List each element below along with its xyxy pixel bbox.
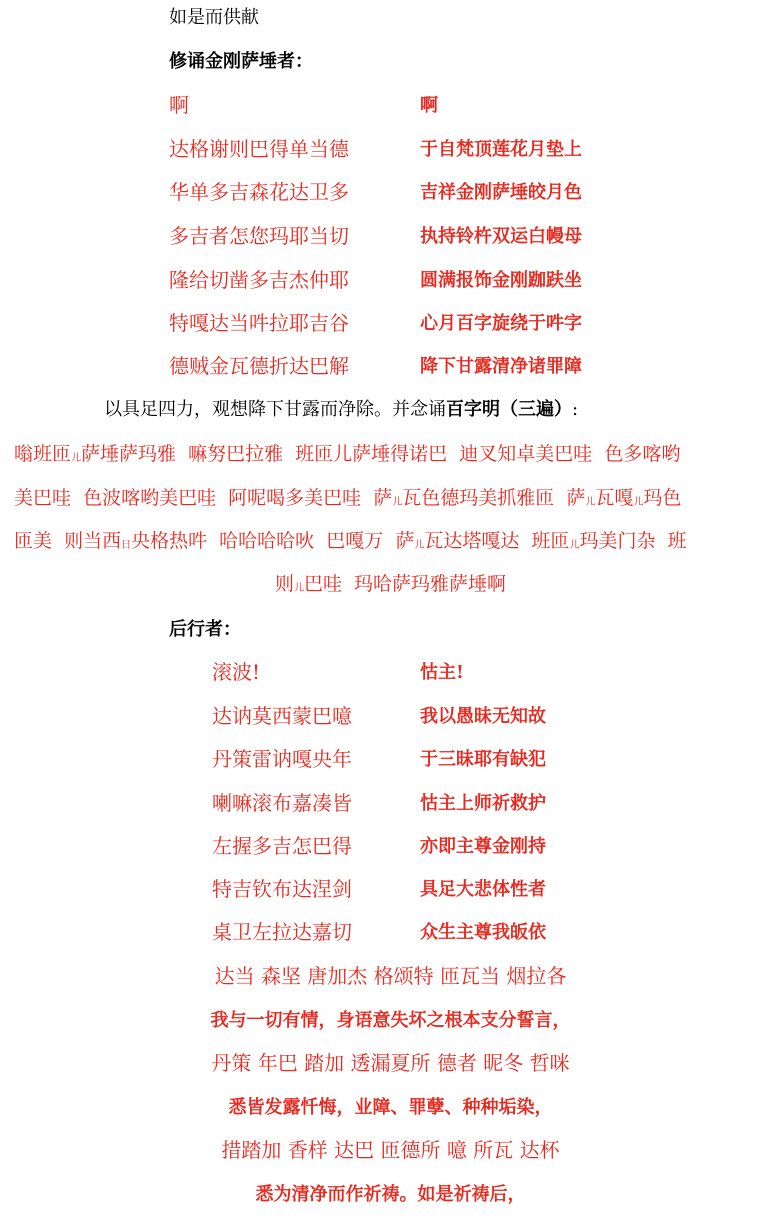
verse-line-left: 左握多吉怎巴得 [212,834,352,858]
intro-line: 如是而供献 [169,7,259,28]
closing-translation-line: 我与一切有情，身语意失坏之根本支分誓言， [210,1010,571,1031]
mantra-segment: 萨埵萨玛雅 嘛努巴拉雅 班匝儿萨埵得诺巴 迪叉知卓美巴哇 色多喀哟 [81,443,681,465]
verse-line-right: 吉祥金刚萨埵皎月色 [420,182,582,203]
mantra-subscript: 儿 [585,497,596,508]
verse-line-right: 于自梵顶莲花月垫上 [420,139,582,160]
verse-line-left: 特嘎达当吽拉耶吉谷 [169,311,349,335]
hundred-syllable-intro-suffix: : [572,399,579,420]
mantra-line [14,529,687,558]
mantra-subscript: 儿 [71,453,82,464]
verse-line-left: 特吉钦布达涅剑 [212,877,352,901]
mantra-segment: 则 [274,573,294,595]
verse-line-left: 达讷莫西蒙巴噫 [212,704,352,728]
mantra-line [0,572,781,601]
verse-line-left: 多吉者怎您玛耶当切 [169,224,349,248]
verse-line-left: 桌卫左拉达嘉切 [212,920,352,944]
mantra-segment: 巴哇 玛哈萨玛雅萨埵啊 [303,573,507,595]
mantra-subscript: 儿 [414,540,425,551]
mantra-subscript: 儿 [633,497,644,508]
verse-line-right: 圆满报饰金刚跏趺坐 [420,270,582,291]
verse-line-right: 降下甘露清净诸罪障 [420,356,582,377]
closing-phonetic-line: 达当 森坚 唐加杰 格颂特 匝瓦当 烟拉各 [214,964,567,988]
mantra-subscript: 日 [121,540,132,551]
mantra-line [14,442,680,471]
verse-line-left: 隆给切凿多吉杰仲耶 [169,268,349,292]
mantra-segment: 匝美 则当西 [14,530,122,552]
hundred-syllable-intro-bold: 百字明（三遍） [446,399,572,420]
verse-line-left: 啊 [169,93,189,117]
verse-line-right: 众生主尊我皈依 [420,922,546,943]
verse-line-right: 执持铃杵双运白幔母 [420,226,582,247]
verse-line-right: 怙主! [420,662,464,683]
closing-translation-line: 悉皆发露忏悔，业障、罪孽、种种垢染， [228,1097,553,1118]
verse-line-right: 怙主上师祈救护 [420,793,546,814]
section1-heading: 修诵金刚萨埵者： [169,51,313,72]
mantra-subscript: 儿 [392,497,403,508]
mantra-segment: 瓦达塔嘎达 班匝 [424,530,570,552]
verse-line-right: 啊 [420,95,438,116]
mantra-segment: 玛色 [643,487,682,509]
mantra-subscript: 儿 [569,540,580,551]
verse-line-left: 达格谢则巴得单当德 [169,137,349,161]
verse-line-right: 于三昧耶有缺犯 [420,749,546,770]
verse-line-left: 喇嘛滚布嘉凑皆 [212,791,352,815]
mantra-segment: 玛美门杂 班 [579,530,687,552]
closing-phonetic-line: 丹策 年巴 踏加 透漏夏所 德者 昵冬 哲咪 [211,1051,570,1075]
verse-line-left: 德贼金瓦德折达巴解 [169,354,349,378]
mantra-segment: 瓦嘎 [595,487,634,509]
verse-line-right: 心月百字旋绕于吽字 [420,313,582,334]
closing-phonetic-line: 措踏加 香样 达巴 匝德所 噫 所瓦 达杯 [221,1138,560,1162]
section2-heading: 后行者： [169,619,241,640]
verse-line-left: 华单多吉森花达卫多 [169,180,349,204]
hundred-syllable-intro [104,398,578,422]
mantra-segment: 嗡班匝 [14,443,72,465]
mantra-subscript: 儿 [293,583,304,594]
verse-line-right: 亦即主尊金刚持 [420,836,546,857]
verse-line-left: 丹策雷讷嘎央年 [212,747,352,771]
verse-line-right: 我以愚昧无知故 [420,706,546,727]
mantra-segment: 瓦色德玛美抓雅匝 萨 [402,487,586,509]
closing-translation-line: 悉为清净而作祈祷。如是祈祷后， [255,1184,526,1205]
mantra-segment: 央格热吽 哈哈哈哈吙 巴嘎万 萨 [131,530,415,552]
mantra-line [14,486,681,515]
verse-line-left: 滚波! [212,660,261,684]
mantra-segment: 美巴哇 色波喀哟美巴哇 阿呢喝多美巴哇 萨 [14,487,393,509]
hundred-syllable-intro-text: 以具足四力，观想降下甘露而净除。并念诵 [104,399,446,420]
verse-line-right: 具足大悲体性者 [420,879,546,900]
